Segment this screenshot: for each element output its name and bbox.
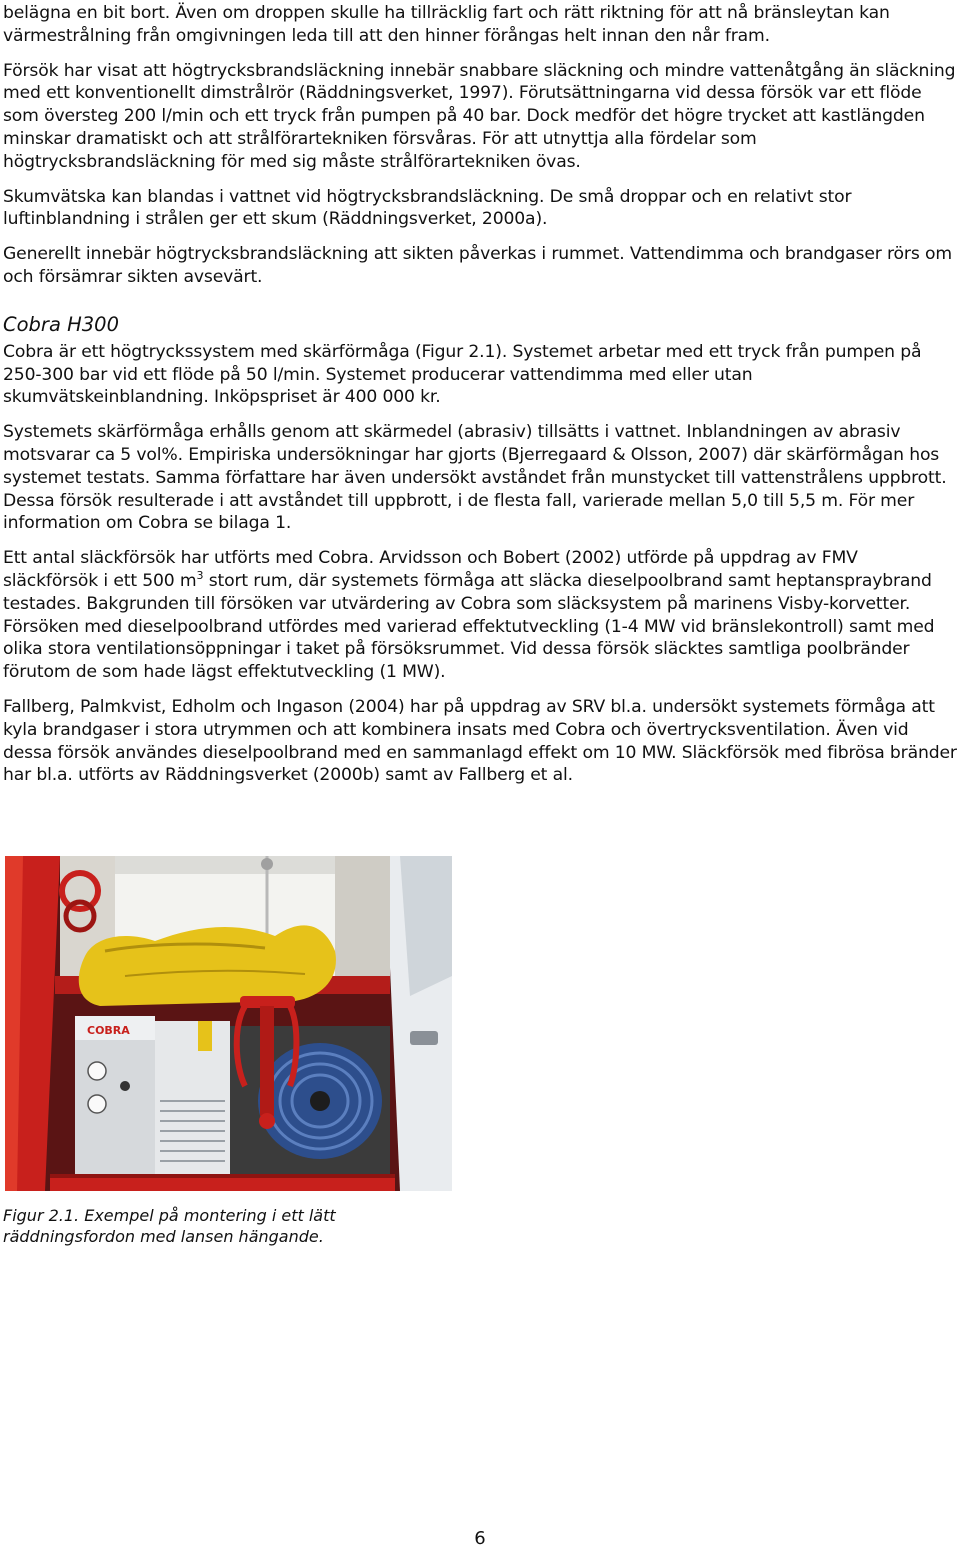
paragraph: Fallberg, Palmkvist, Edholm och Ingason (2004) har på uppdrag av SRV bl.a. undersökt systemets förmåga att kyla brandgaser i stora utrymmen och att kombinera insats med Cobra och övertrycksventilation. Även vid dessa försök användes dieselpoolbrand med en sammanlagd effekt om 10 MW. Släckförsök med fibrösa bränder har bl.a. utförts av Räddningsverket (2000b) samt av Fallberg et al. xyxy=(3,696,957,786)
page-number: 6 xyxy=(474,1528,486,1549)
document-page xyxy=(3,2,958,787)
paragraph xyxy=(3,547,958,684)
paragraph: Systemets skärförmåga erhålls genom att skärmedel (abrasiv) tillsätts i vattnet. Inblandningen av abrasiv motsvarar ca 5 vol%. Empiriska undersökningar har gjorts (Bjerregaard & Olsson, 2007) där skärförmågan hos systemet testats. Samma författare har även undersökt avståndet från munstycket till vattenstrålens uppbrott. Dessa försök resulterade i att avståndet till uppbrott, i de flesta fall, varierade mellan 5,0 till 5,5 m. För mer information om Cobra se bilaga 1. xyxy=(3,422,947,534)
paragraph: Försök har visat att högtrycksbrandsläckning innebär snabbare släckning och mindre vattenåtgång än släckning med ett konventionellt dimstrålrör (Räddningsverket, 1997). Förutsättningarna vid dessa försök var ett flöde som översteg 200 l/min och ett tryck från pumpen på 40 bar. Dock medför det högre trycket att kastlängden minskar dramatiskt och att strålförartekniken försvåras. För att utnyttja alla fördelar som högtrycksbrandsläckning för med sig måste strålförartekniken övas. xyxy=(3,60,956,172)
vehicle-equipment-illustration xyxy=(5,856,452,1191)
paragraph: Cobra är ett högtryckssystem med skärförmåga (Figur 2.1). Systemet arbetar med ett tryck från pumpen på 250-300 bar vid ett flöde på 50 l/min. Systemet producerar vattendimma med eller utan skumvätskeinblandning. Inköpspriset är 400 000 kr. xyxy=(3,341,922,408)
section-heading: Cobra H300 xyxy=(3,312,119,336)
paragraph: Generellt innebär högtrycksbrandsläckning att sikten påverkas i rummet. Vattendimma och brandgaser rörs om och försämrar sikten avsevärt. xyxy=(3,244,952,287)
figure-photo xyxy=(5,856,452,1191)
paragraph: Skumvätska kan blandas i vattnet vid högtrycksbrandsläckning. De små droppar och en relativt stor luftinblandning i strålen ger ett skum (Räddningsverket, 2000a). xyxy=(3,186,852,230)
superscript: 3 xyxy=(196,568,204,582)
figure-caption: Figur 2.1. Exempel på montering i ett lätt räddningsfordon med lansen hängande. xyxy=(3,1206,336,1246)
paragraph: belägna en bit bort. Även om droppen skulle ha tillräcklig fart och rätt riktning för att nå bränsleytan kan värmestrålning från omgivningen leda till att den hinner förångas helt innan den når fram. xyxy=(3,3,890,46)
cobra-label: COBRA xyxy=(87,1024,130,1037)
paragraph-text: Ett antal släckförsök har utförts med Cobra. Arvidsson och Bobert (2002) utförde på uppdrag av FMV släckförsök i ett 500 m xyxy=(3,548,858,591)
paragraph-text: stort rum, där systemets förmåga att släcka dieselpoolbrand samt heptanspraybrand testades. Bakgrunden till försöken var utvärdering av Cobra som släcksystem på marinens Visby-korvetter. Försöken med dieselpoolbrand utfördes med varierad effektutveckling (1-4 MW vid bränslekontroll) samt med olika stora ventilationsöppningar i taket på försöksrummet. Vid dessa försök släcktes samtliga poolbränder förutom de som hade lägst effektutveckling (1 MW). xyxy=(3,570,935,683)
